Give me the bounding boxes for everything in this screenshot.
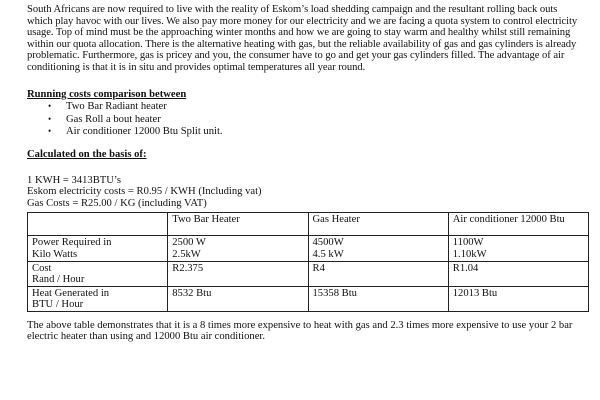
list-item-text: Air conditioner 12000 Btu Split unit.	[66, 126, 223, 138]
table-row	[28, 236, 589, 261]
cost-comparison-table	[27, 212, 589, 312]
table-cell-line: R2.375	[172, 262, 204, 274]
formula-line: 1 KWH = 3413BTU’s	[27, 174, 121, 186]
table-cell	[308, 286, 448, 311]
table-row	[28, 286, 589, 311]
table-cell-line: 12013 Btu	[452, 287, 498, 299]
table-cell	[168, 286, 308, 311]
bullet-icon: •	[48, 126, 52, 137]
table-cell	[168, 236, 308, 261]
table-cell-line: 4.5 kW	[312, 248, 344, 260]
table-header-cell: Two Bar Heater	[168, 213, 308, 236]
table-cell-line: Rand / Hour	[32, 274, 85, 286]
table-row-label	[28, 261, 168, 286]
table-cell	[448, 261, 588, 286]
table-header-cell	[28, 213, 168, 236]
table-cell-line: 2500 W	[172, 237, 206, 249]
table-cell	[308, 261, 448, 286]
table-row-label	[28, 236, 168, 261]
table-cell	[168, 261, 308, 286]
list-item	[27, 114, 582, 126]
table-cell-line: Heat Generated in	[32, 287, 110, 299]
table-cell-line: Power Required in	[32, 237, 112, 249]
table-cell	[448, 236, 588, 261]
formula-line: Gas Costs = R25.00 / KG (including VAT)	[27, 197, 207, 209]
table-header-cell: Air conditioner 12000 Btu	[448, 213, 588, 236]
comparison-list	[27, 101, 582, 138]
formula-line: Eskom electricity costs = R0.95 / KWH (Including vat)	[27, 186, 262, 198]
basis-formulas	[27, 175, 582, 210]
list-item-text: Gas Roll a bout heater	[66, 113, 161, 125]
basis-heading: Calculated on the basis of:	[27, 148, 147, 160]
table-cell-line: Kilo Watts	[32, 248, 78, 260]
list-item-text: Two Bar Radiant heater	[66, 101, 167, 113]
table-cell-line: 1.10kW	[452, 248, 487, 260]
table-cell	[308, 236, 448, 261]
list-item	[27, 126, 582, 138]
table-row	[28, 261, 589, 286]
list-item	[27, 101, 582, 113]
table-cell-line: 1100W	[452, 237, 484, 249]
table-cell-line: 15358 Btu	[312, 287, 357, 299]
table-cell-line: R4	[312, 262, 325, 274]
table-cell-line: 4500W	[312, 237, 344, 249]
bullet-icon: •	[48, 113, 52, 124]
table-header-cell: Gas Heater	[308, 213, 448, 236]
table-cell-line: Cost	[32, 262, 52, 274]
bullet-icon: •	[48, 101, 52, 112]
table-cell-line: BTU / Hour	[32, 299, 84, 311]
table-cell-line: R1.04	[452, 262, 479, 274]
intro-paragraph: South Africans are now required to live with the reality of Eskom’s load shedding campaign and the resultant rolling back outs which play havoc with our lives. We also pay more money for our electricity and we are facing a quota system to control electricity usage. Top of mind must be the approaching winter months and how we are going to stay warm and healthy whilst still remaining within our quota allocation. There is the alternative heating with gas, but the reliable availability of gas and gas cylinders is already problematic. Furthermore, gas is pricey and you, the consumer have to go and get your gas cylinders filled. The advantage of air conditioning is that it is in situ and provides optimal temperatures all year round.	[27, 4, 578, 73]
comparison-heading: Running costs comparison between	[27, 88, 187, 100]
conclusion-paragraph: The above table demonstrates that it is a 8 times more expensive to heat with gas and 2.3 times more expensive to use your 2 bar electric heater than using and 12000 Btu air conditioner.	[27, 319, 573, 343]
table-header-row	[28, 213, 589, 236]
table-cell-line: 2.5kW	[172, 248, 201, 260]
table-cell	[448, 286, 588, 311]
table-cell-line: 8532 Btu	[172, 287, 212, 299]
table-row-label	[28, 286, 168, 311]
